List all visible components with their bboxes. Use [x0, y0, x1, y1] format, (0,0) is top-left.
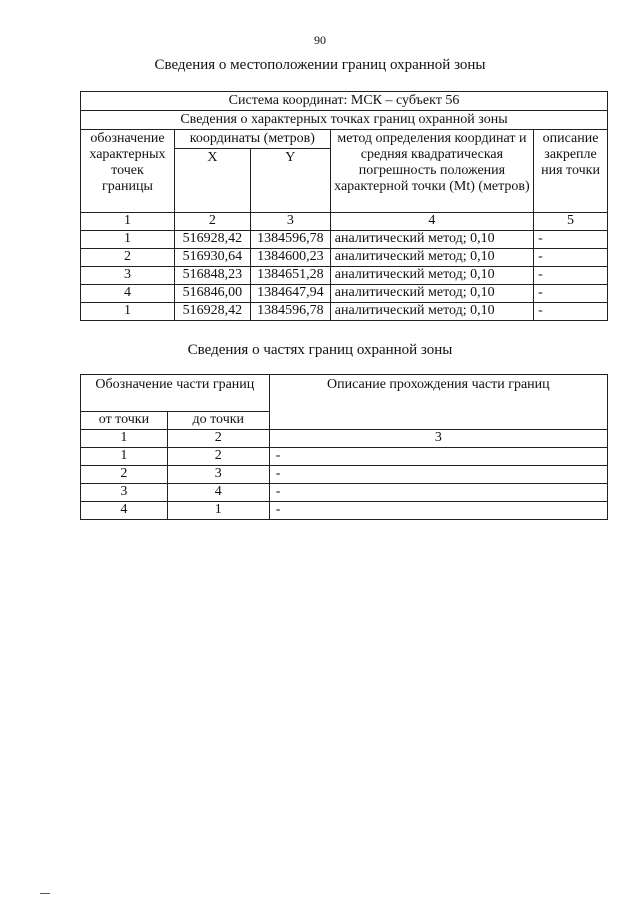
- part-description: -: [269, 484, 607, 502]
- point-description-header: описание закрепле ния точки: [534, 130, 608, 213]
- parts-header-row: [81, 375, 608, 412]
- y-coordinate: 1384600,23: [250, 249, 330, 267]
- table-row: [81, 285, 608, 303]
- column-number: 4: [330, 213, 533, 231]
- points-info-row: [81, 111, 608, 130]
- coordinates-header: координаты (метров): [174, 130, 330, 149]
- to-point: 3: [167, 466, 269, 484]
- y-coordinate: 1384647,94: [250, 285, 330, 303]
- to-point-header: до точки: [167, 412, 269, 430]
- x-coordinate: 516846,00: [174, 285, 250, 303]
- coordinate-system-row: [81, 92, 608, 111]
- table-row: [81, 466, 608, 484]
- from-point: 1: [81, 448, 168, 466]
- y-coordinate: 1384596,78: [250, 231, 330, 249]
- x-coordinate: 516930,64: [174, 249, 250, 267]
- section-title-boundary-location: Сведения о местоположении границ охранной зоны: [154, 57, 486, 73]
- column-number: 3: [250, 213, 330, 231]
- point-number: 2: [81, 249, 175, 267]
- boundary-points-table: [80, 91, 608, 321]
- column-header-row: [81, 130, 608, 149]
- column-number: 3: [269, 430, 607, 448]
- part-description: -: [269, 502, 607, 520]
- section-title-boundary-parts: Сведения о частях границ охранной зоны: [187, 342, 453, 358]
- table-row: [81, 448, 608, 466]
- column-number-row: [81, 213, 608, 231]
- footer-mark: [40, 893, 50, 894]
- column-number: 1: [81, 430, 168, 448]
- method-value: аналитический метод; 0,10: [330, 285, 533, 303]
- x-coordinate: 516928,42: [174, 231, 250, 249]
- point-number: 3: [81, 267, 175, 285]
- point-description: -: [534, 231, 608, 249]
- column-number: 2: [167, 430, 269, 448]
- point-description: -: [534, 303, 608, 321]
- column-number: 2: [174, 213, 250, 231]
- part-designation-header: Обозначение части границ: [81, 375, 270, 412]
- point-description: -: [534, 267, 608, 285]
- table-row: [81, 502, 608, 520]
- to-point: 1: [167, 502, 269, 520]
- points-info-header: Сведения о характерных точках границ охранной зоны: [81, 111, 608, 130]
- boundary-parts-table: [80, 374, 608, 520]
- point-number: 4: [81, 285, 175, 303]
- table-row: [81, 303, 608, 321]
- method-value: аналитический метод; 0,10: [330, 303, 533, 321]
- point-description: -: [534, 285, 608, 303]
- page-number: 90: [314, 33, 326, 47]
- point-number: 1: [81, 231, 175, 249]
- method-value: аналитический метод; 0,10: [330, 231, 533, 249]
- y-header: Y: [250, 149, 330, 213]
- x-header: X: [174, 149, 250, 213]
- to-point: 2: [167, 448, 269, 466]
- coordinate-system-header: Система координат: МСК – субъект 56: [81, 92, 608, 111]
- table-row: [81, 484, 608, 502]
- to-point: 4: [167, 484, 269, 502]
- method-value: аналитический метод; 0,10: [330, 267, 533, 285]
- column-number: 5: [534, 213, 608, 231]
- from-point: 3: [81, 484, 168, 502]
- point-number: 1: [81, 303, 175, 321]
- x-coordinate: 516928,42: [174, 303, 250, 321]
- column-number-row: [81, 430, 608, 448]
- y-coordinate: 1384651,28: [250, 267, 330, 285]
- y-coordinate: 1384596,78: [250, 303, 330, 321]
- point-description: -: [534, 249, 608, 267]
- table-row: [81, 231, 608, 249]
- from-point: 4: [81, 502, 168, 520]
- part-description-header: Описание прохождения части границ: [269, 375, 607, 430]
- point-designation-header: обозначение характерных точек границы: [81, 130, 175, 213]
- method-value: аналитический метод; 0,10: [330, 249, 533, 267]
- from-point-header: от точки: [81, 412, 168, 430]
- method-header: метод определения координат и средняя квадратическая погрешность положения характерной точки (Mt) (метров): [330, 130, 533, 213]
- from-point: 2: [81, 466, 168, 484]
- column-number: 1: [81, 213, 175, 231]
- part-description: -: [269, 448, 607, 466]
- table-row: [81, 249, 608, 267]
- table-row: [81, 267, 608, 285]
- part-description: -: [269, 466, 607, 484]
- x-coordinate: 516848,23: [174, 267, 250, 285]
